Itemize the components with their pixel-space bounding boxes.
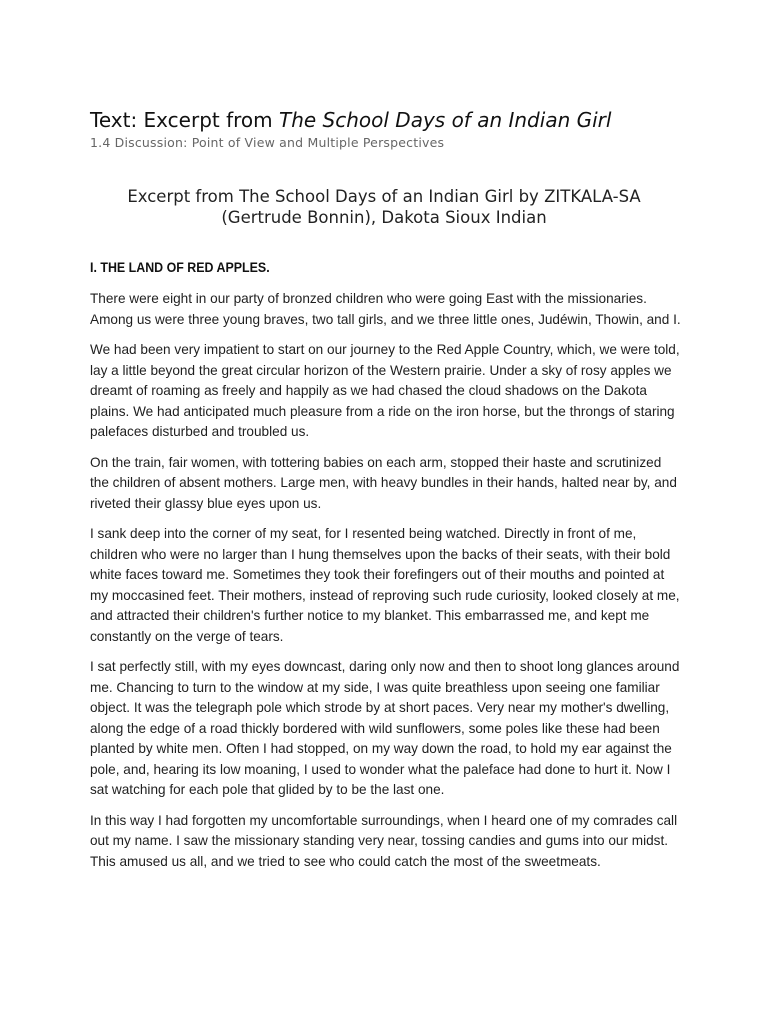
body-text (90, 289, 682, 882)
paragraph-3: On the train, fair women, with tottering babies on each arm, stopped their haste and scrutinized the children of absent mothers. Large men, with heavy bundles in their hands, halted near by, and riveted their glassy blue eyes upon us. (90, 454, 677, 511)
title-prefix: Text: Excerpt from (90, 108, 279, 132)
excerpt-heading (90, 186, 678, 228)
paragraph-4: I sank deep into the corner of my seat, for I resented being watched. Directly in front of me, children who were no larger than I hung themselves upon the backs of their seats, with their bold white faces toward me. Sometimes they took their forefingers out of their mouths and pointed at my moccasined feet. Their mothers, instead of reproving such rude curiosity, looked closely at me, and attracted their children's further notice to my blanket. This embarrassed me, and kept me constantly on the verge of tears. (90, 526, 680, 644)
page-subtitle: 1.4 Discussion: Point of View and Multiple Perspectives (90, 135, 445, 150)
paragraph-1: There were eight in our party of bronzed children who were going East with the missionaries. Among us were three young braves, two tall girls, and we three little ones, Judéwin, Thowin, and I. (90, 291, 681, 327)
section-heading: I. THE LAND OF RED APPLES. (90, 260, 270, 275)
page-title (90, 107, 611, 133)
title-italic: The School Days of an Indian Girl (278, 108, 612, 132)
paragraph-2: We had been very impatient to start on our journey to the Red Apple Country, which, we were told, lay a little beyond the great circular horizon of the Western prairie. Under a sky of rosy apples we dreamt of roaming as freely and happily as we had chased the cloud shadows on the Dakota plains. We had anticipated much pleasure from a ride on the iron horse, but the throngs of staring palefaces disturbed and troubled us. (90, 342, 680, 439)
excerpt-heading-line-2: (Gertrude Bonnin), Dakota Sioux Indian (221, 208, 547, 227)
excerpt-heading-line-1: Excerpt from The School Days of an Indian Girl by ZITKALA-SA (127, 187, 641, 206)
paragraph-5: I sat perfectly still, with my eyes downcast, daring only now and then to shoot long glances around me. Chancing to turn to the window at my side, I was quite breathless upon seeing one familiar object. It was the telegraph pole which strode by at short paces. Very near my mother's dwelling, along the edge of a road thickly bordered with wild sunflowers, some poles like these had been planted by white men. Often I had stopped, on my way down the road, to hold my ear against the pole, and, hearing its low moaning, I used to wonder what the paleface had done to hurt it. Now I sat watching for each pole that glided by to be the last one. (90, 659, 680, 797)
paragraph-6: In this way I had forgotten my uncomfortable surroundings, when I heard one of my comrades call out my name. I saw the missionary standing very near, tossing candies and gums into our midst. This amused us all, and we tried to see who could catch the most of the sweetmeats. (90, 812, 678, 869)
